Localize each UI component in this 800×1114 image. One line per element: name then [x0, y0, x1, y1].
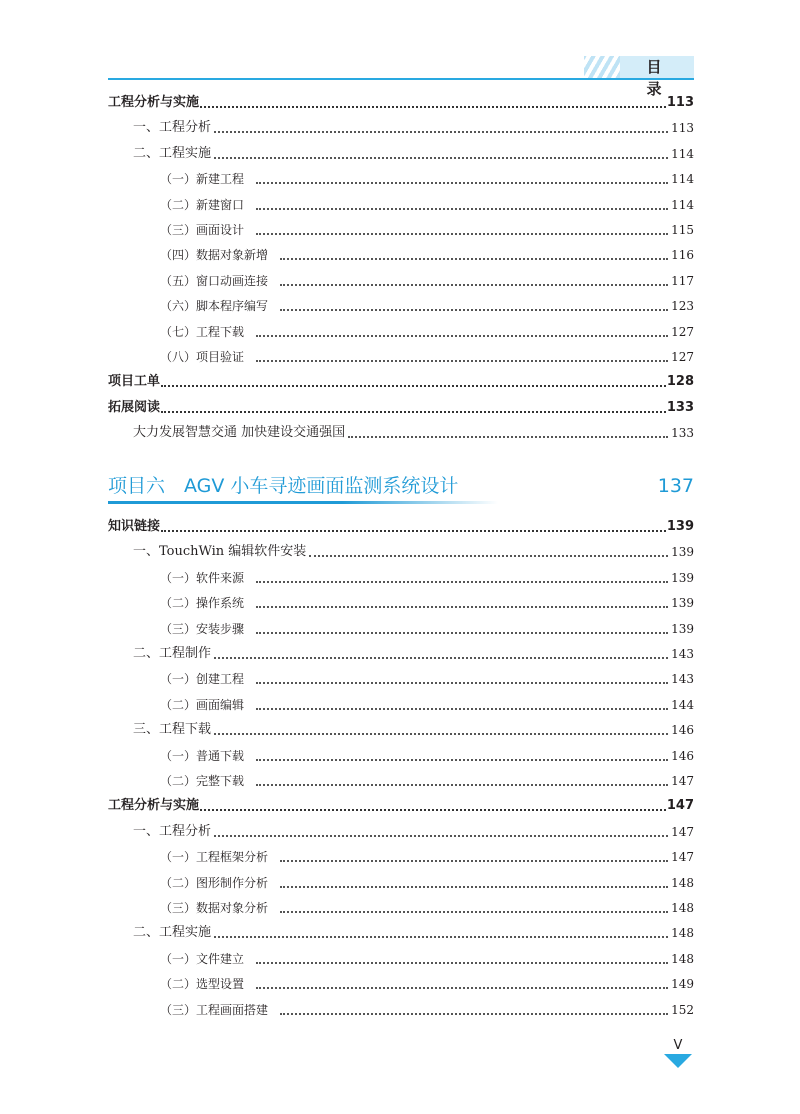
toc-entry-label: （二）新建窗口 — [160, 197, 245, 212]
running-header-title: 目 录 — [646, 58, 674, 98]
toc-entry-page-number: 117 — [671, 273, 694, 288]
toc-entry-label: 一、工程分析 — [133, 120, 212, 136]
toc-entry-page-number: 114 — [671, 197, 694, 212]
section-underline — [108, 501, 498, 504]
section-page-number: 137 — [657, 475, 694, 497]
toc-entry-label: 一、工程分析 — [133, 823, 212, 839]
toc-entry-label: 大力发展智慧交通 加快建设交通强国 — [133, 425, 346, 441]
toc-dot-leader — [348, 436, 668, 438]
toc-entry-label: （三）工程画面搭建 — [160, 1002, 269, 1017]
toc-dot-leader — [280, 911, 668, 913]
toc-entry[interactable] — [160, 669, 694, 689]
toc-entry-label: （三）安装步骤 — [160, 621, 245, 636]
toc-entry-page-number: 147 — [671, 774, 694, 788]
toc-entry-page-number: 127 — [671, 324, 694, 339]
section-heading[interactable] — [108, 472, 694, 500]
toc-entry-label: （一）工程框架分析 — [160, 850, 269, 865]
toc-entry[interactable] — [160, 347, 694, 367]
toc-dot-leader — [256, 360, 668, 362]
toc-dot-leader — [309, 555, 668, 557]
toc-entry[interactable] — [160, 949, 694, 969]
toc-entry-page-number: 139 — [666, 519, 694, 534]
toc-entry-label: （一）文件建立 — [160, 951, 245, 966]
toc-entry-label: 二、工程实施 — [133, 145, 212, 161]
toc-entry-label: （二）操作系统 — [160, 596, 245, 611]
toc-dot-leader — [214, 657, 668, 659]
toc-dot-leader — [214, 936, 668, 938]
toc-dot-leader — [214, 835, 668, 837]
toc-entry-page-number: 148 — [671, 901, 694, 915]
toc-entry[interactable] — [133, 720, 694, 740]
toc-entry-page-number: 147 — [671, 824, 694, 839]
toc-entry[interactable] — [160, 898, 694, 918]
toc-entry-page-number: 123 — [671, 299, 694, 314]
toc-dot-leader — [256, 784, 668, 786]
toc-entry[interactable] — [160, 873, 694, 893]
toc-dot-leader — [256, 335, 668, 337]
section-number: 项目六 — [108, 475, 166, 497]
toc-entry[interactable] — [108, 398, 694, 418]
toc-dot-leader — [280, 1013, 668, 1015]
toc-dot-leader — [256, 708, 668, 710]
toc-dot-leader — [161, 411, 666, 413]
toc-entry-page-number: 148 — [671, 875, 694, 890]
toc-dot-leader — [161, 385, 666, 387]
toc-dot-leader — [256, 606, 668, 608]
toc-entry-label: （七）工程下载 — [160, 324, 245, 339]
toc-entry[interactable] — [160, 195, 694, 215]
toc-entry-label: 知识链接 — [108, 519, 161, 534]
toc-dot-leader — [280, 258, 668, 260]
toc-dot-leader — [200, 106, 666, 108]
toc-entry[interactable] — [108, 517, 694, 537]
toc-entry-page-number: 113 — [666, 95, 694, 110]
toc-entry[interactable] — [133, 118, 694, 138]
toc-entry-label: （六）脚本程序编写 — [160, 299, 269, 314]
toc-entry-page-number: 139 — [671, 570, 694, 585]
toc-entry-label: 项目工单 — [108, 374, 161, 390]
toc-entry-label: （八）项目验证 — [160, 350, 245, 364]
toc-entry[interactable] — [160, 771, 694, 791]
toc-entry-label: 二、工程实施 — [133, 925, 212, 941]
toc-entry[interactable] — [160, 245, 694, 265]
toc-entry-label: 三、工程下载 — [133, 722, 212, 738]
toc-dot-leader — [256, 581, 668, 583]
toc-entry-page-number: 116 — [671, 248, 694, 263]
toc-entry-page-number: 139 — [671, 596, 694, 611]
toc-dot-leader — [256, 682, 668, 684]
toc-entry[interactable] — [133, 822, 694, 842]
toc-entry-label: （三）数据对象分析 — [160, 901, 269, 915]
toc-entry-label: （二）图形制作分析 — [160, 875, 269, 890]
toc-entry-page-number: 133 — [671, 426, 694, 441]
toc-dot-leader — [256, 962, 668, 964]
toc-entry[interactable] — [160, 746, 694, 766]
toc-entry-label: （一）新建工程 — [160, 172, 245, 187]
toc-entry-page-number: 128 — [666, 374, 694, 390]
toc-dot-leader — [280, 860, 668, 862]
toc-entry-page-number: 139 — [671, 545, 694, 560]
toc-dot-leader — [256, 987, 668, 989]
toc-entry-page-number: 147 — [671, 850, 694, 865]
toc-entry[interactable] — [108, 93, 694, 113]
toc-entry-label: （五）窗口动画连接 — [160, 273, 269, 288]
toc-dot-leader — [280, 886, 668, 888]
toc-dot-leader — [214, 131, 668, 133]
toc-entry[interactable] — [160, 169, 694, 189]
toc-entry[interactable] — [160, 974, 694, 994]
toc-entry-page-number: 113 — [671, 121, 694, 136]
toc-entry-page-number: 127 — [671, 350, 694, 364]
toc-entry-page-number: 147 — [666, 798, 694, 814]
toc-entry-label: 工程分析与实施 — [108, 95, 200, 110]
toc-dot-leader — [200, 809, 666, 811]
toc-entry-page-number: 146 — [671, 748, 694, 763]
toc-dot-leader — [214, 733, 668, 735]
toc-dot-leader — [280, 309, 668, 311]
toc-entry[interactable] — [133, 644, 694, 664]
toc-entry-label: （一）软件来源 — [160, 570, 245, 585]
header-rule — [108, 78, 694, 80]
toc-entry-page-number: 148 — [671, 951, 694, 966]
section-title-text: AGV 小车寻迹画面监测系统设计 — [184, 475, 459, 497]
toc-entry[interactable] — [160, 619, 694, 639]
toc-entry-label: 一、TouchWin 编辑软件安装 — [133, 544, 307, 560]
toc-entry-label: （三）画面设计 — [160, 223, 245, 237]
toc-dot-leader — [161, 530, 666, 532]
toc-entry-page-number: 133 — [666, 399, 694, 415]
toc-entry-page-number: 148 — [671, 926, 694, 941]
toc-entry-page-number: 139 — [671, 621, 694, 636]
toc-entry[interactable] — [160, 220, 694, 240]
toc-entry[interactable] — [160, 695, 694, 715]
toc-entry-page-number: 152 — [671, 1002, 694, 1017]
toc-entry-label: （二）画面编辑 — [160, 697, 245, 712]
toc-entry[interactable] — [160, 322, 694, 342]
toc-entry-page-number: 114 — [671, 146, 694, 161]
toc-entry[interactable] — [108, 372, 694, 392]
toc-entry[interactable] — [160, 593, 694, 613]
toc-entry-label: （四）数据对象新增 — [160, 248, 269, 263]
toc-entry-label: （一）普通下载 — [160, 748, 245, 763]
toc-dot-leader — [256, 632, 668, 634]
toc-entry-label: 二、工程制作 — [133, 646, 212, 661]
toc-entry-label: （一）创建工程 — [160, 672, 245, 687]
toc-entry[interactable] — [133, 423, 694, 443]
toc-entry[interactable] — [160, 847, 694, 867]
toc-dot-leader — [256, 233, 668, 235]
toc-entry-label: 工程分析与实施 — [108, 798, 200, 814]
toc-entry[interactable] — [160, 1000, 694, 1020]
toc-entry-page-number: 143 — [671, 647, 694, 661]
toc-dot-leader — [256, 208, 668, 210]
toc-dot-leader — [280, 284, 668, 286]
toc-entry-page-number: 114 — [671, 172, 694, 187]
toc-entry[interactable] — [133, 144, 694, 164]
toc-entry-page-number: 146 — [671, 723, 694, 738]
toc-entry-label: 拓展阅读 — [108, 399, 161, 415]
toc-entry-page-number: 115 — [671, 223, 694, 237]
toc-dot-leader — [256, 182, 668, 184]
toc-entry[interactable] — [160, 568, 694, 588]
toc-entry-page-number: 144 — [671, 697, 694, 712]
toc-entry[interactable] — [160, 271, 694, 291]
toc-entry-page-number: 143 — [671, 672, 694, 687]
toc-dot-leader — [256, 759, 668, 761]
toc-entry[interactable] — [133, 542, 694, 562]
toc-dot-leader — [214, 157, 668, 159]
folio-arrow-icon — [664, 1054, 692, 1068]
toc-entry-label: （二）选型设置 — [160, 977, 245, 992]
toc-entry[interactable] — [160, 296, 694, 316]
toc-entry[interactable] — [108, 796, 694, 816]
page-folio: V — [673, 1038, 683, 1053]
toc-entry[interactable] — [133, 923, 694, 943]
toc-entry-page-number: 149 — [671, 977, 694, 992]
toc-entry-label: （二）完整下载 — [160, 774, 245, 788]
